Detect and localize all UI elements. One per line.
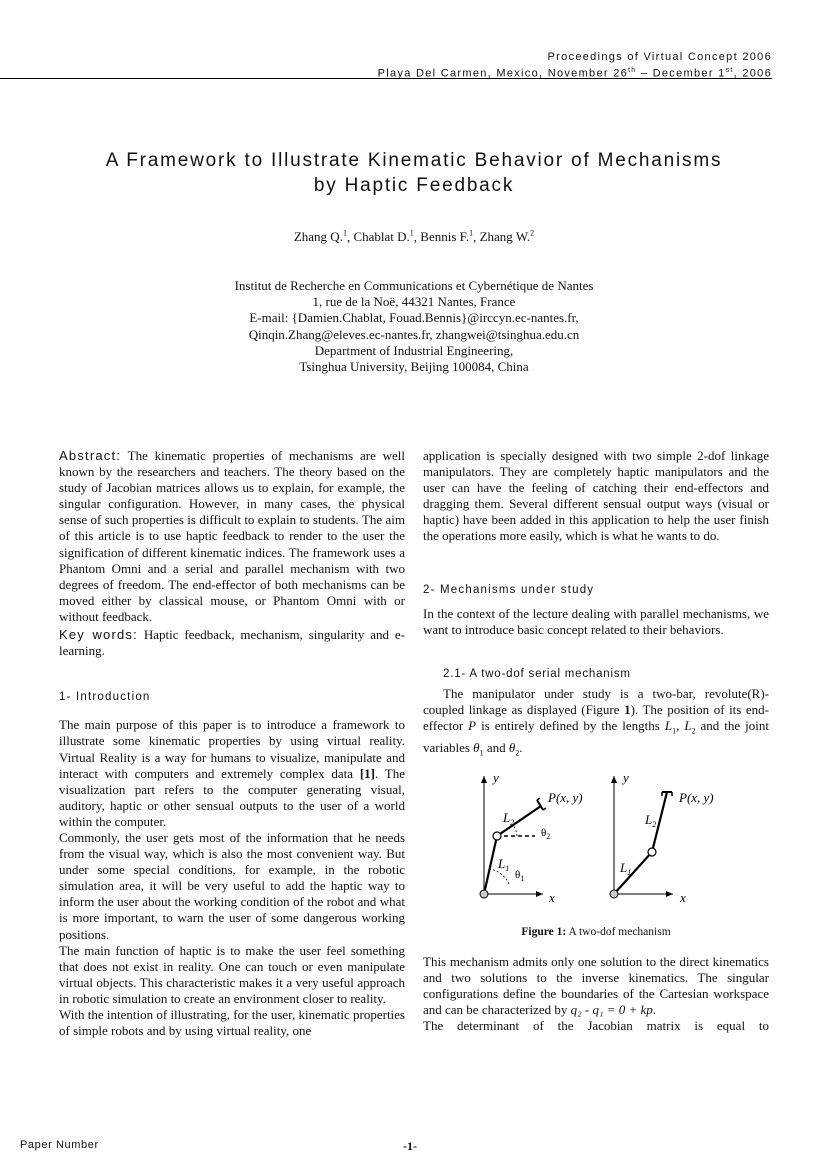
intro-paragraph-4: With the intention of illustrating, for the user, kinematic properties of simple robots and by using virtual reality, one xyxy=(59,1007,405,1039)
affiliation-line: Institut de Recherche en Communications et Cybernétique de Nantes xyxy=(234,278,594,293)
l2-label-left: $L_2$ xyxy=(503,809,515,827)
affiliation-email: E-mail: {Damien.Chablat, Fouad.Bennis}@irccyn.ec-nantes.fr, xyxy=(249,310,579,326)
keywords-label: Key words: xyxy=(59,627,138,643)
affiliation-line: Tsinghua University, Beijing 100084, China xyxy=(299,359,529,375)
point-label-right: P(x, y) xyxy=(679,789,714,805)
affiliation xyxy=(0,278,828,375)
figure-ref[interactable]: 1 xyxy=(624,702,631,718)
author: Zhang Q.$^1$ xyxy=(293,229,347,245)
joint-left xyxy=(493,832,501,840)
paper-title xyxy=(40,148,788,198)
keywords xyxy=(59,627,405,659)
abstract-label: Abstract: xyxy=(59,448,122,463)
serial-paragraph-3: The determinant of the Jacobian matrix is equal to xyxy=(423,1017,769,1033)
intro-paragraph-2: Commonly, the user gets most of the information that he needs from the visual way, which is also the most convenient way. But under some special conditions, for example, in the robotic simulation area, it will be very useful to add the haptic way to inform the user about the working condition of the robot and what is more important, to warn the user of some dangerous working positions. xyxy=(59,829,405,942)
figure-1-caption: Figure 1: A two-dof mechanism xyxy=(521,925,671,938)
running-header xyxy=(378,50,772,81)
left-column xyxy=(59,448,405,1039)
mechanism-right xyxy=(610,772,714,905)
intro-continuation: application is specially designed with two simple 2-dof linkage manipulators. They are completely haptic manipulators and the user can have the feeling of catching their end-effectors and dragging them. Several different sensual output ways (visual or haptic) have been added in this application to help the user finish the operations more easily, which is what he wants to do. xyxy=(423,448,769,544)
affiliation-line: Department of Industrial Engineering, xyxy=(314,342,514,358)
mechanism-diagram xyxy=(423,772,769,922)
joint-right xyxy=(648,848,656,856)
section-heading-introduction: 1- Introduction xyxy=(59,691,151,704)
conference-name: Proceedings of Virtual Concept 2006 xyxy=(547,51,772,63)
author: Chablat D.$^1$ xyxy=(353,229,414,245)
serial-paragraph-1: The manipulator under study is a two-bar, revolute(R)-coupled linkage as displayed (Figure 1). The position of its end-effector P is entirely defined by the lengths $L_1$, $L_2$ and the joint variables $\theta_1$ and $\theta_2$. xyxy=(423,685,769,758)
l2-label-right: $L_2$ xyxy=(645,811,657,829)
affiliation-email: Qinqin.Zhang@eleves.ec-nantes.fr, zhangwei@tsinghua.edu.cn xyxy=(248,326,580,342)
theta1-label: $\theta_1$ xyxy=(515,868,525,883)
title-line-2: by Haptic Feedback xyxy=(313,175,515,196)
abstract xyxy=(59,448,405,625)
mechanism-left xyxy=(480,772,583,905)
section-heading-mechanisms: 2- Mechanisms under study xyxy=(423,583,595,596)
y-axis-label-left: y xyxy=(493,771,499,785)
right-column xyxy=(423,448,769,1034)
conference-location-date: Playa Del Carmen, Mexico, November 26th – December 1st, 2006 xyxy=(377,67,772,80)
citation-ref[interactable]: [1] xyxy=(359,765,375,781)
paper-number-label: Paper Number xyxy=(20,1139,99,1151)
affiliation-line: 1, rue de la Noë, 44321 Nantes, France xyxy=(312,294,516,310)
base-joint-right xyxy=(610,890,618,898)
link-l1-left xyxy=(484,836,497,894)
x-axis-label-right: x xyxy=(680,889,686,905)
abstract-text: The kinematic properties of mechanisms are well known by the researchers and teachers. The theory based on the study of Jacobian matrices allows us to explain, for example, the singular configuration. However, in many cases, the physical sense of such properties is difficult to explain to students. The aim of this article is to use haptic feedback to render to the user the signification of different kinematic indices. The framework uses a Phantom Omni and a serial and parallel mechanism with two degrees of freedom. The end-effector of both mechanisms can be moved either by classical mouse, or Phantom Omni with or without feedback. xyxy=(59,448,406,624)
title-line-1: A Framework to Illustrate Kinematic Behavior of Mechanisms xyxy=(105,150,723,171)
keywords-text: Haptic feedback, mechanism, singularity and e-learning. xyxy=(59,627,405,659)
intro-paragraph-3: The main function of haptic is to make the user feel something that does not exist in reality. One can touch or even manipulate virtual objects. This characteristic makes it a very useful approach in robotic simulation to create an environment closer to reality. xyxy=(59,942,405,1006)
mechanisms-paragraph-1: In the context of the lecture dealing with parallel mechanisms, we want to introduce basic concept related to their behaviors. xyxy=(423,605,769,637)
page-number: -1- xyxy=(403,1139,417,1153)
point-label-left: P(x, y) xyxy=(548,789,583,805)
base-joint-left xyxy=(480,890,488,898)
author: Zhang W.$^2$ xyxy=(479,229,535,245)
subsection-heading-serial: 2.1- A two-dof serial mechanism xyxy=(443,667,631,680)
singularity-equation: q₂ - q₁ = 0 + kp xyxy=(570,1001,653,1017)
serial-paragraph-2: This mechanism admits only one solution to the direct kinematics and two solutions to the inverse kinematics. The singular configurations define the boundaries of the Cartesian workspace and can be characterized by q₂ - q₁ = 0 + kp. xyxy=(423,953,769,1017)
author-list: Zhang Q.$^1$, Chablat D.$^1$, Bennis F.$^1$, Zhang W.$^2$ xyxy=(293,229,535,245)
header-rule xyxy=(0,78,772,79)
l1-label-right: $L_1$ xyxy=(620,859,632,877)
l1-label-left: $L_1$ xyxy=(498,855,510,873)
figure-1-two-dof-mechanism xyxy=(423,772,769,922)
theta2-label: $\theta_2$ xyxy=(541,826,551,841)
y-axis-label-right: y xyxy=(623,771,629,785)
intro-paragraph-1: The main purpose of this paper is to introduce a framework to illustrate some kinematic properties by using virtual reality. Virtual Reality is a way for humans to visualize, manipulate and interact with computers and extremely complex data [1]. The visualization part refers to the computer generating visual, auditory, haptic or other sensual outputs to the user of a world within the computer. xyxy=(59,717,405,829)
x-axis-label-left: x xyxy=(549,889,555,905)
author: Bennis F.$^1$ xyxy=(420,229,474,245)
